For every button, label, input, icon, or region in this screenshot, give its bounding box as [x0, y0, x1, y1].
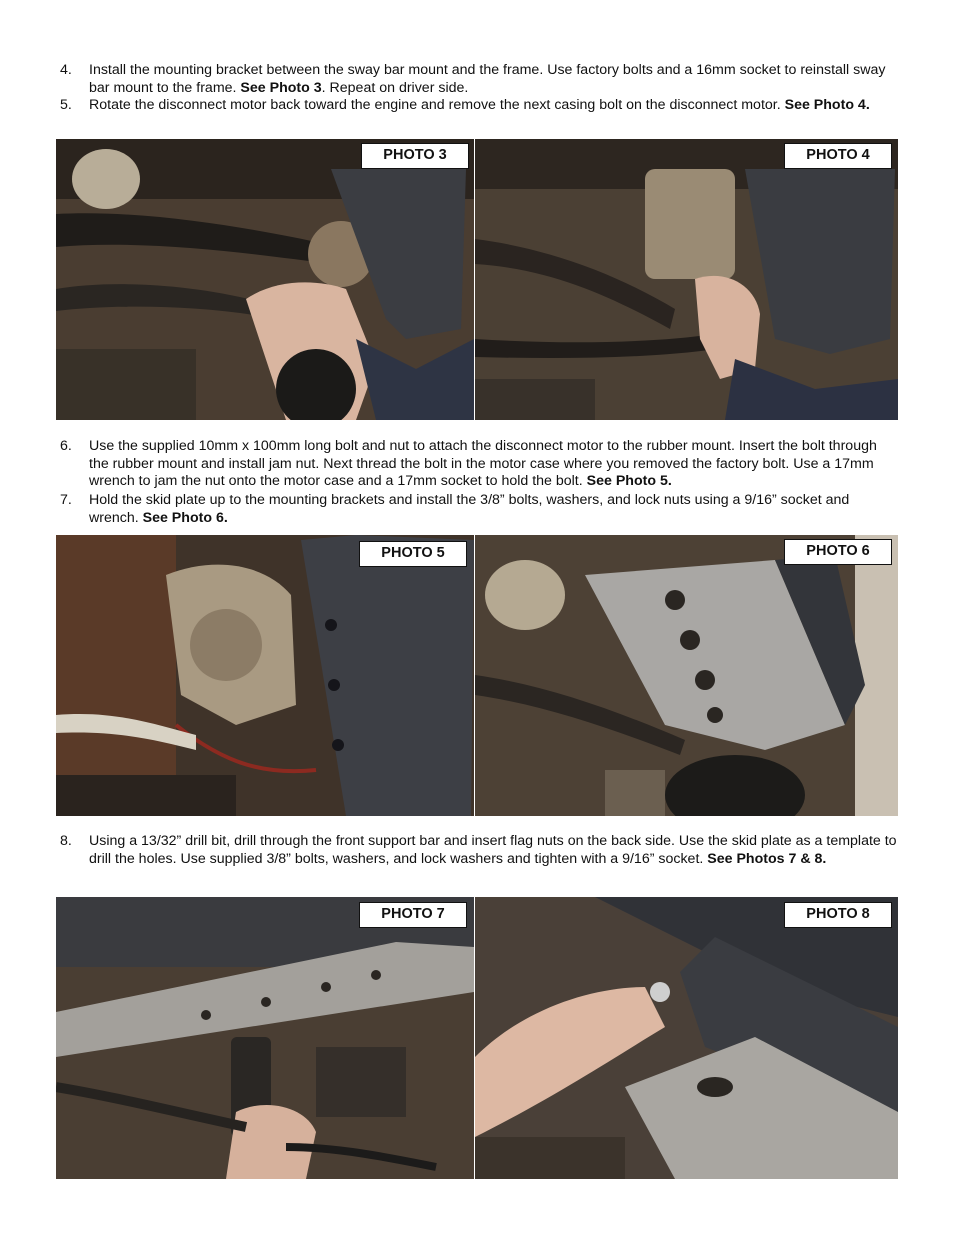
photo-label: PHOTO 7: [359, 902, 467, 928]
step-7: [60, 492, 900, 527]
photo-label: PHOTO 4: [784, 143, 892, 169]
step-4: [60, 62, 900, 97]
photo-label: PHOTO 6: [784, 539, 892, 565]
step-text: Use the supplied 10mm x 100mm long bolt and nut to attach the disconnect motor to the rubber mount. Insert the bolt through the rubber mount and install jam nut. Next thread the bolt in the motor case where you removed the factory bolt. Use a 17mm wrench to jam the nut onto the motor case and a 17mm socket to hold the bolt. See Photo 5.: [89, 438, 877, 490]
step-number: 7.: [60, 492, 72, 508]
step-text: Install the mounting bracket between the sway bar mount and the frame. Use factory bolts and a 16mm socket to reinstall sway bar mount to the frame. See Photo 3. Repeat on driver side.: [89, 62, 886, 96]
photo-label: PHOTO 3: [361, 143, 469, 169]
photo-4: [475, 139, 898, 420]
photo-4-image: [475, 139, 898, 420]
photo-6: [475, 535, 898, 816]
step-5: [60, 97, 900, 115]
photo-5: [56, 535, 474, 816]
photo-3-image: [56, 139, 474, 420]
step-number: 5.: [60, 97, 72, 113]
step-6: [60, 438, 900, 491]
photo-7-image: [56, 897, 474, 1179]
photo-6-image: [475, 535, 898, 816]
step-8: [60, 833, 900, 868]
photo-8-image: [475, 897, 898, 1179]
step-text: Hold the skid plate up to the mounting brackets and install the 3/8” bolts, washers, and lock nuts using a 9/16” socket and wrench. See Photo 6.: [89, 492, 850, 526]
step-text: Rotate the disconnect motor back toward the engine and remove the next casing bolt on the disconnect motor. See Photo 4.: [89, 97, 870, 113]
photo-7: [56, 897, 474, 1179]
step-number: 8.: [60, 833, 72, 849]
photo-3: [56, 139, 474, 420]
step-text: Using a 13/32” drill bit, drill through the front support bar and insert flag nuts on the back side. Use the skid plate as a template to drill the holes. Use supplied 3/8” bolts, washers, and lock washers and tighten with a 9/16” socket. See Photos 7 & 8.: [89, 833, 897, 867]
step-number: 4.: [60, 62, 72, 78]
photo-8: [475, 897, 898, 1179]
step-number: 6.: [60, 438, 72, 454]
photo-label: PHOTO 5: [359, 541, 467, 567]
photo-5-image: [56, 535, 474, 816]
photo-label: PHOTO 8: [784, 902, 892, 928]
